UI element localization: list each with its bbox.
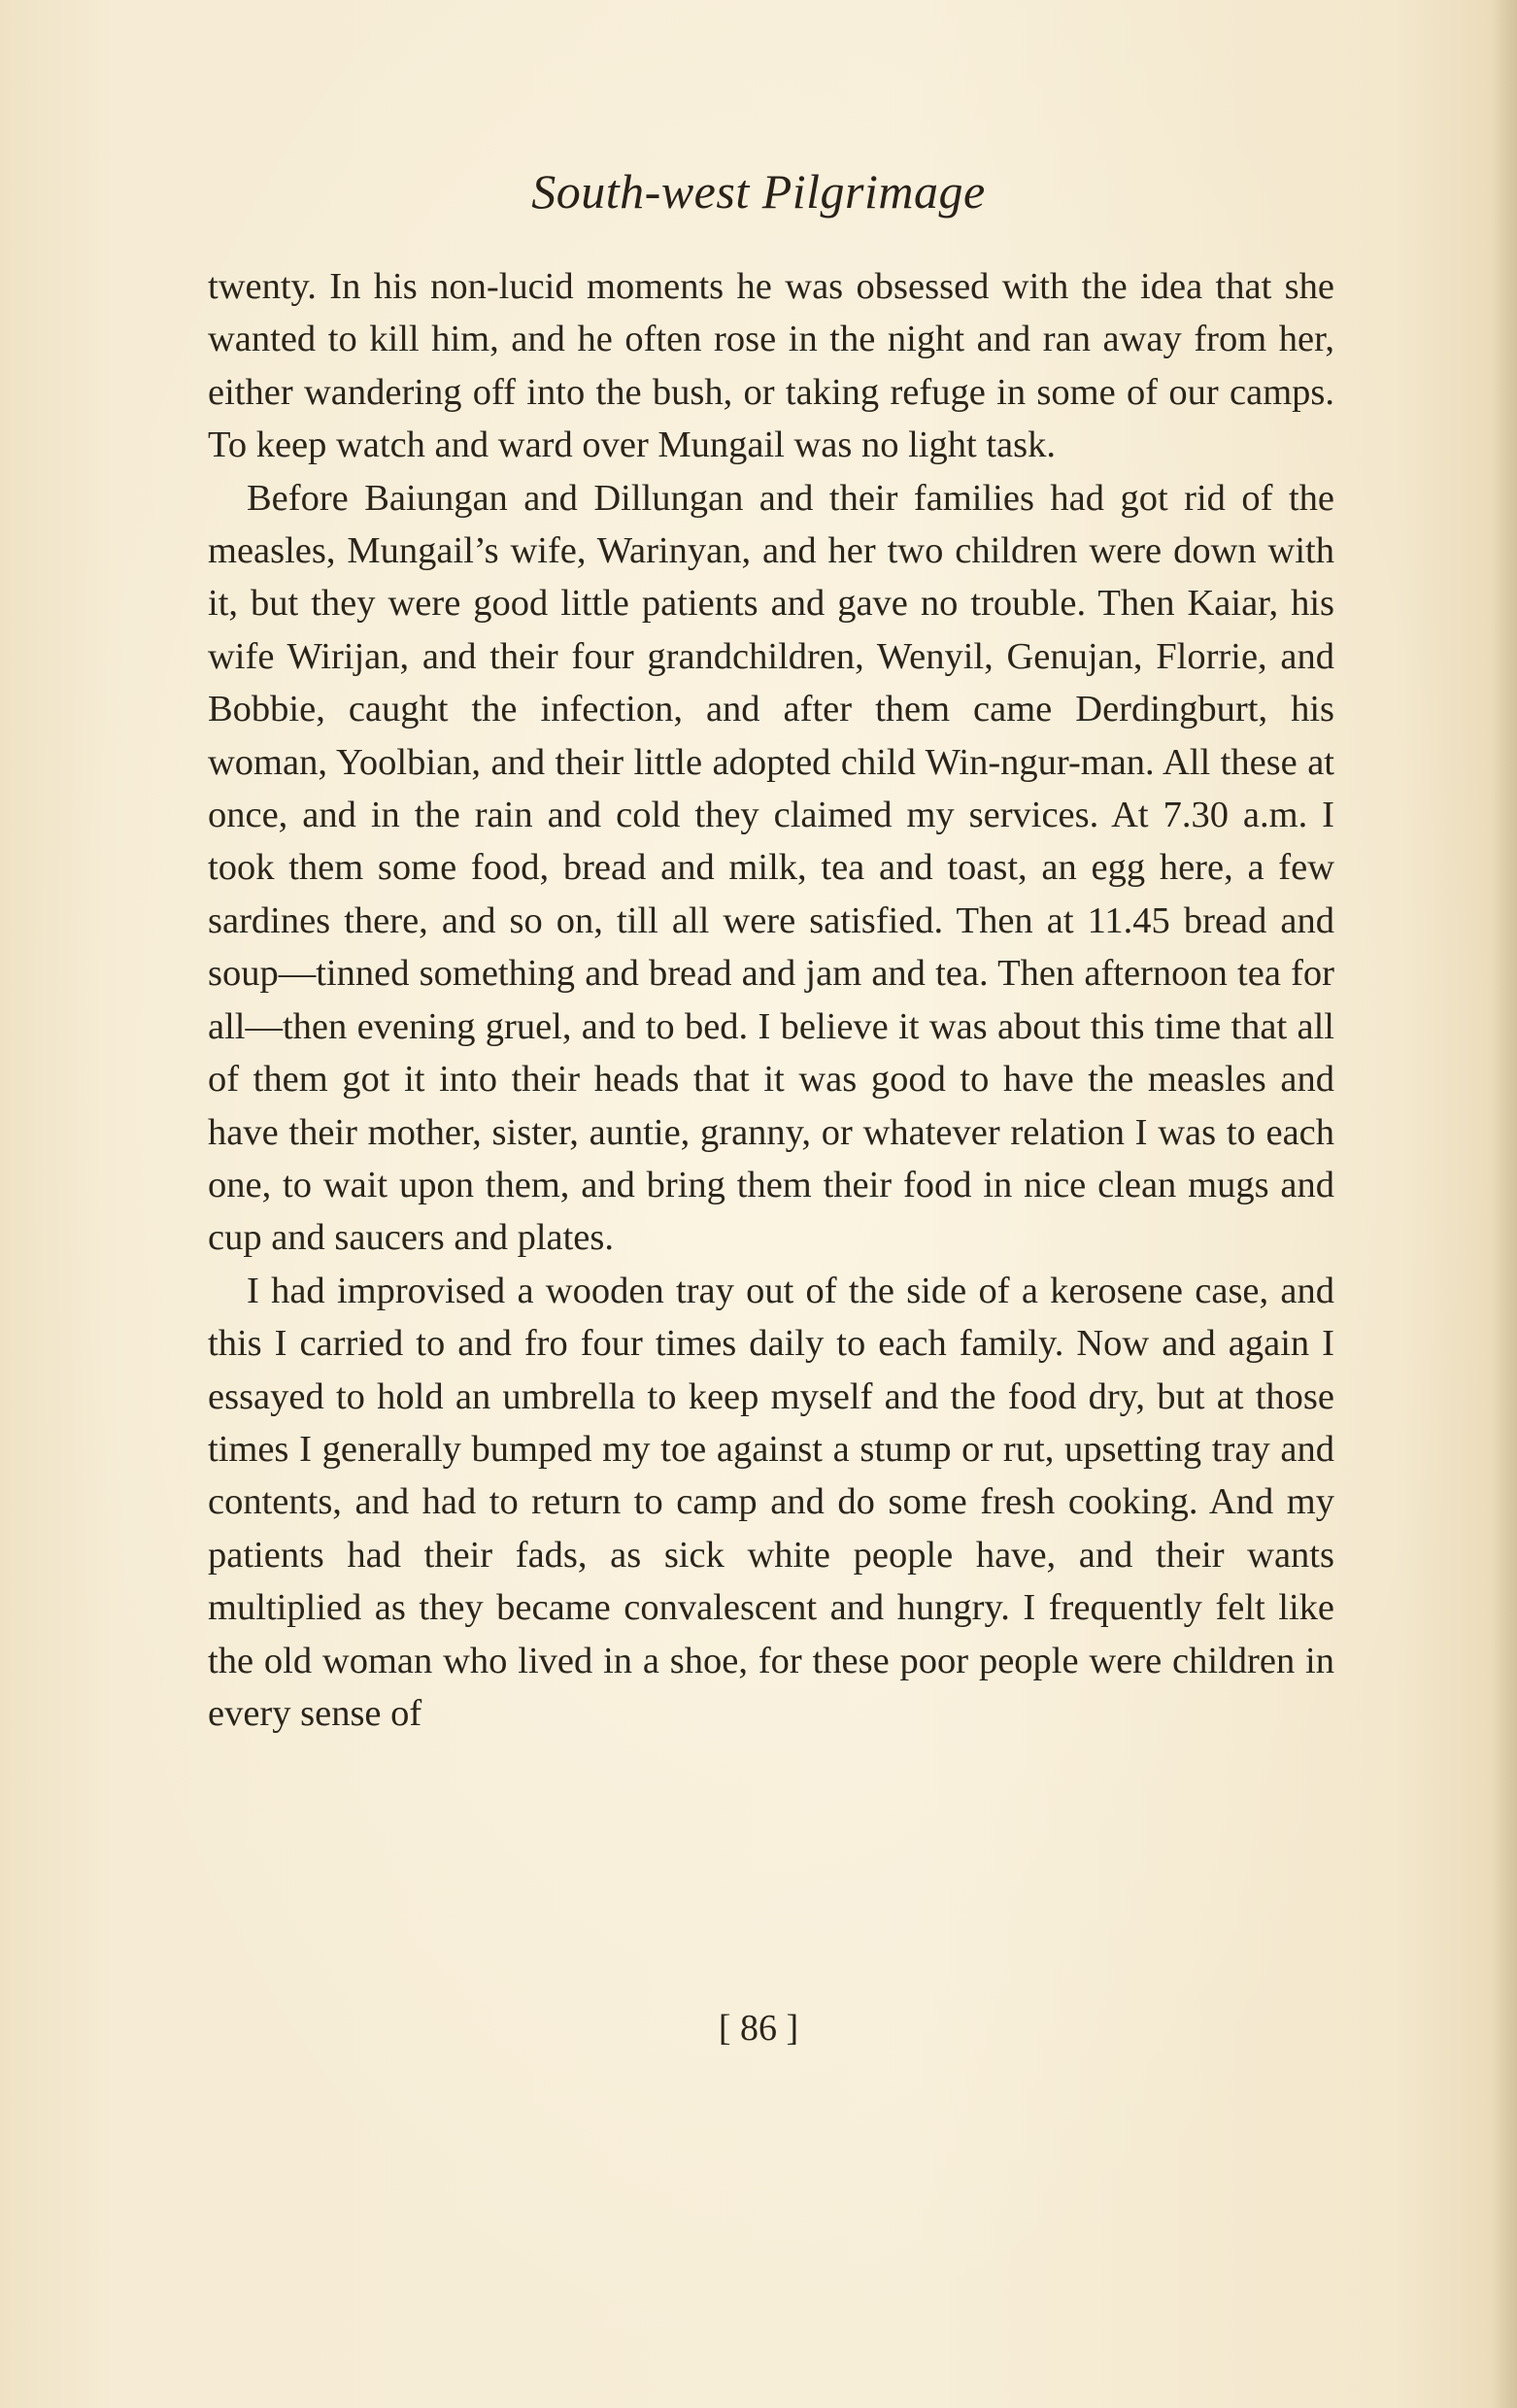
- running-head: South-west Pilgrimage: [531, 164, 986, 219]
- page-number: [ 86 ]: [718, 2008, 799, 2049]
- paragraph-wooden-tray: I had improvised a wooden tray out of the side of a kerosene case, and this I carried to and fro four times daily to each family. Now and again I essayed to hold an umbrella to keep myself and the food dry, but at those times I generally bumped my toe against a stump or rut, upsetting tray and contents, and had to return to camp and do some fresh cooking. And my patients had their fads, as sick white people have, and their wants multiplied as they became convalescent and hungry. I frequently felt like the old woman who lived in a shoe, for these poor people were children in every sense of: [208, 1270, 1334, 1734]
- paragraph-measles-patients: Before Baiungan and Dillungan and their families had got rid of the measles, Mungail’s wife, Warinyan, and her two children were down with it, but they were good little patients and gave no trouble. Then Kaiar, his wife Wirijan, and their four grandchildren, Wenyil, Genujan, Florrie, and Bobbie, caught the infection, and after them came Derdingburt, his woman, Yoolbian, and their little adopted child Win-ngur-man. All these at once, and in the rain and cold they claimed my services. At 7.30 a.m. I took them some food, bread and milk, tea and toast, an egg here, a few sardines there, and so on, till all were satisfied. Then at 11.45 bread and soup—tinned something and bread and jam and tea. Then afternoon tea for all—then evening gruel, and to bed. I believe it was about this time that all of them got it into their heads that it was good to have the measles and have their mother, sister, auntie, granny, or whatever relation I was to each one, to wait upon them, and bring them their food in nice clean mugs and cup and saucers and plates.: [208, 477, 1334, 1259]
- body-text: [208, 260, 1334, 1740]
- paragraph-continued: twenty. In his non-lucid moments he was obsessed with the idea that she wanted to kill him, and he often rose in the night and ran away from her, either wandering off into the bush, or taking refuge in some of our camps. To keep watch and ward over Mungail was no light task.: [208, 266, 1334, 466]
